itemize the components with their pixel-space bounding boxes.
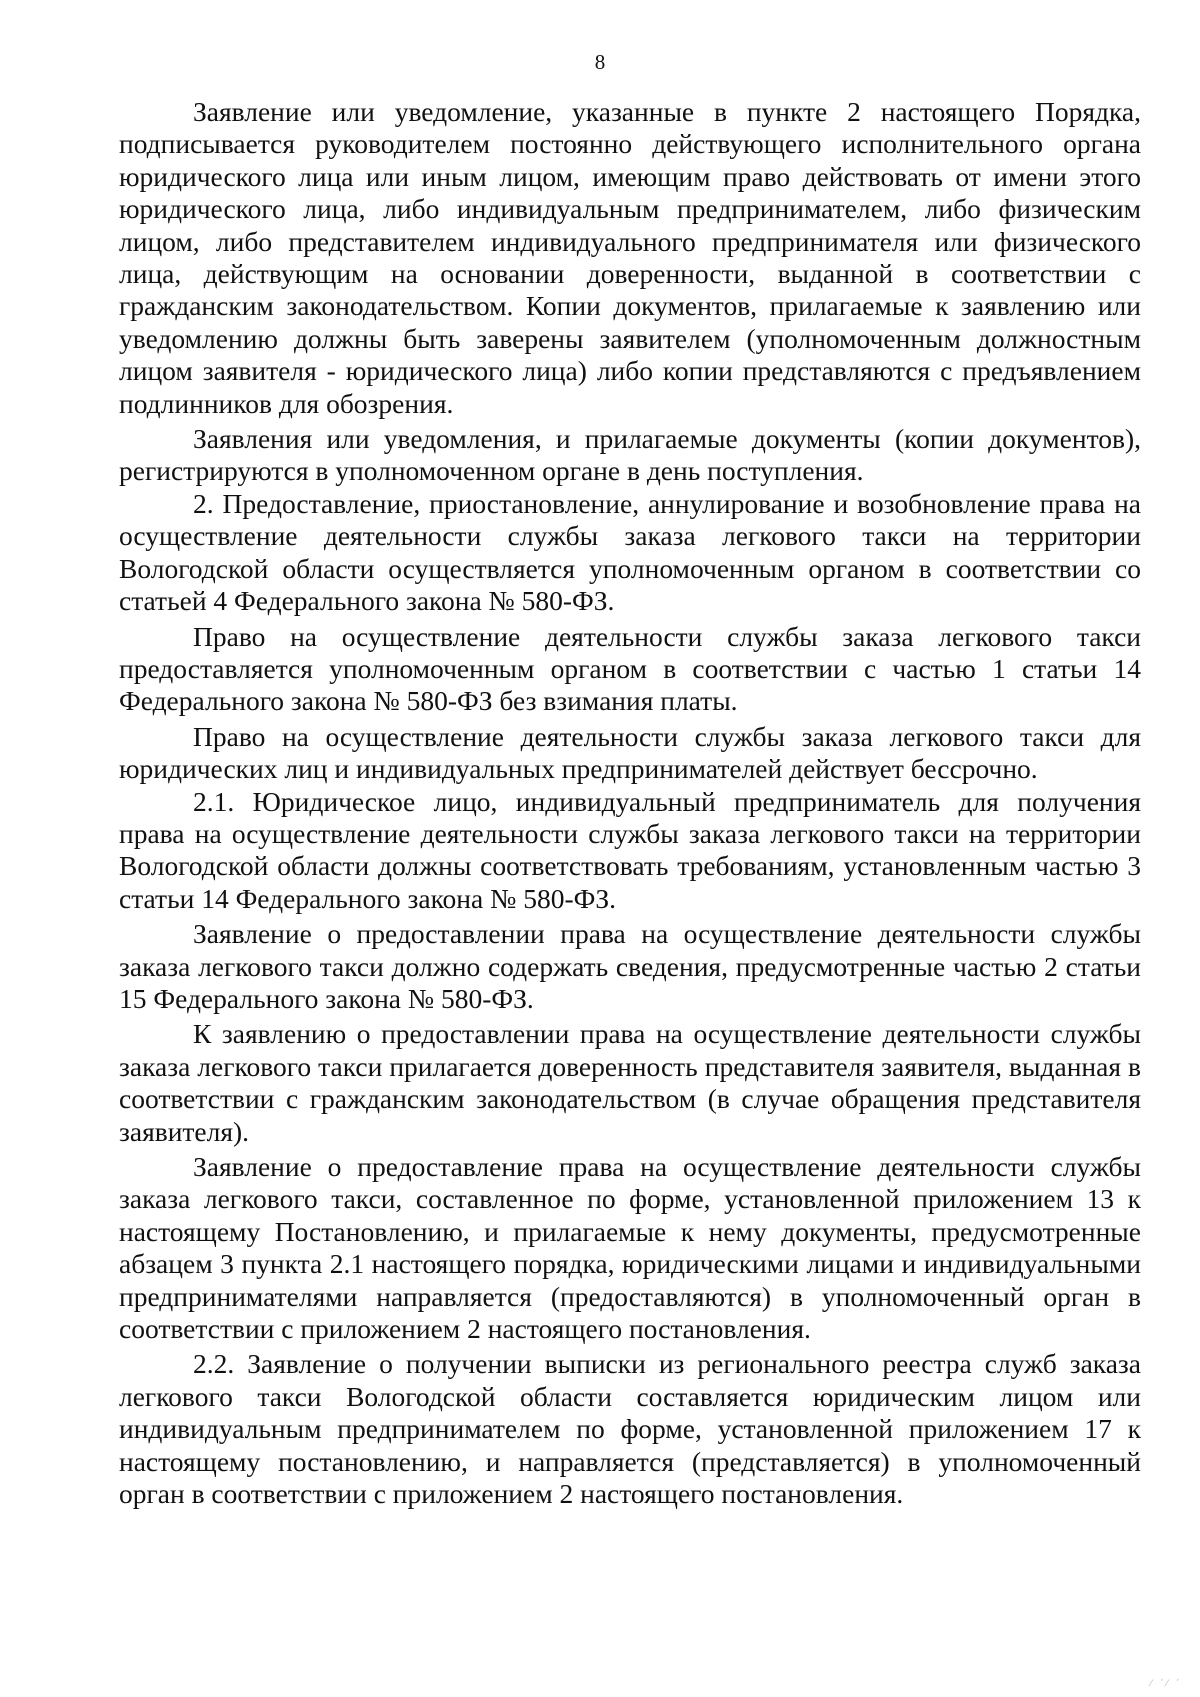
paragraph-10-section-2-2: 2.2. Заявление о получении выписки из регионального реестра служб заказа легкового такси Вологодской области составляется юридическим лицом или индивидуальным предпринимателем по форме, установленной приложением 17 к настоящему постановлению, и направляется (представляется) в уполномоченный орган в соответствии с приложением 2 настоящего постановления.: [119, 1348, 1141, 1510]
paragraph-8-power-of-attorney: К заявлению о предоставлении права на осуществление деятельности службы заказа легкового такси прилагается доверенность представителя заявителя, выданная в соответствии с гражданским законодательством (в случае обращения представителя заявителя).: [119, 1018, 1141, 1147]
paragraph-4-free-of-charge: Право на осуществление деятельности службы заказа легкового такси предоставляется уполномоченным органом в соответствии с частью 1 статьи 14 Федерального закона № 580-ФЗ без взимания платы.: [119, 620, 1141, 717]
paragraph-3-section-2: 2. Предоставление, приостановление, аннулирование и возобновление права на осуществление деятельности службы заказа легкового такси на территории Вологодской области осуществляется уполномоченным органом в соответствии со статьей 4 Федерального закона № 580-ФЗ.: [119, 487, 1141, 617]
paragraph-7-statement-contents: Заявление о предоставлении права на осуществление деятельности службы заказа легкового такси должно содержать сведения, предусмотренные частью 2 статьи 15 Федерального закона № 580-ФЗ.: [119, 918, 1141, 1014]
paragraph-1-statement-signing: Заявление или уведомление, указанные в пункте 2 настоящего Порядка, подписывается руководителем постоянно действующего исполнительного органа юридического лица или иным лицом, имеющим право действовать от имени этого юридического лица, либо индивидуальным предпринимателем, либо физическим лицом, либо представителем индивидуального предпринимателя или физического лица, действующим на основании доверенности, выданной в соответствии с гражданским законодательством. Копии документов, прилагаемые к заявлению или уведомлению должны быть заверены заявителем (уполномоченным должностным лицом заявителя - юридического лица) либо копии представляются с предъявлением подлинников для обозрения.: [119, 96, 1141, 419]
document-body: [119, 96, 1141, 1510]
paragraph-9-form-submission: Заявление о предоставление права на осуществление деятельности службы заказа легкового такси, составленное по форме, установленной приложением 13 к настоящему Постановлению, и прилагаемые к нему документы, предусмотренные абзацем 3 пункта 2.1 настоящего порядка, юридическими лицами и индивидуальными предпринимателями направляется (предоставляются) в уполномоченный орган в соответствии с приложением 2 настоящего постановления.: [119, 1151, 1141, 1345]
scan-artifact: ⁄ ʹ⁄ ʹ: [1150, 1679, 1182, 1689]
page-number: 8: [594, 50, 606, 74]
paragraph-5-indefinite-right: Право на осуществление деятельности службы заказа легкового такси для юридических лиц и индивидуальных предпринимателей действует бессрочно.: [119, 720, 1141, 785]
paragraph-6-section-2-1: 2.1. Юридическое лицо, индивидуальный предприниматель для получения права на осуществление деятельности службы заказа легкового такси на территории Вологодской области должны соответствовать требованиям, установленным частью 3 статьи 14 Федерального закона № 580-ФЗ.: [119, 785, 1141, 914]
paragraph-2-registration: Заявления или уведомления, и прилагаемые документы (копии документов), регистрируются в уполномоченном органе в день поступления.: [119, 423, 1141, 487]
